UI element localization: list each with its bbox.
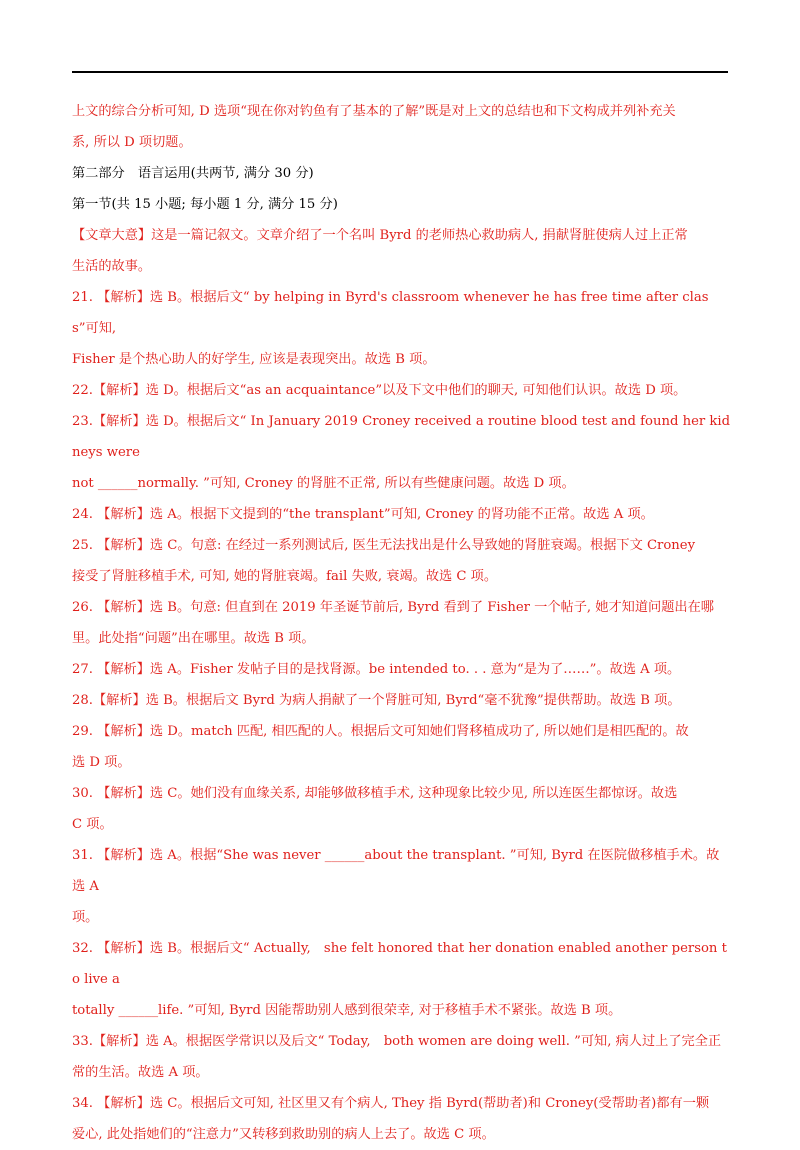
answer-32: totally ______life. ”可知, Byrd 因能帮助别人感到很荣幸, 对于移植手术不紧张。故选 B 项。 [72,1003,622,1018]
intro-line: 上文的综合分析可知, D 选项“现在你对钓鱼有了基本的了解”既是对上文的总结也和下文构成并列补充关 [72,104,676,119]
intro-line: 系, 所以 D 项切题。 [72,135,192,150]
answer-30: 30. 【解析】选 C。她们没有血缘关系, 却能够做移植手术, 这种现象比较少见, 所以连医生都惊讶。故选 [72,786,678,801]
document-body [72,96,732,1150]
answer-30: C 项。 [72,817,113,832]
answer-21: 21. 【解析】选 B。根据后文“ by helping in Byrd's classroom whenever he has free time after class”可知, [72,290,709,336]
answer-34: 爱心, 此处指她们的“注意力”又转移到救助别的病人上去了。故选 C 项。 [72,1127,495,1142]
answer-23: not ______normally. ”可知, Croney 的肾脏不正常, 所以有些健康问题。故选 D 项。 [72,476,575,491]
answer-33: 常的生活。故选 A 项。 [72,1065,209,1080]
section-heading: 第一节(共 15 小题; 每小题 1 分, 满分 15 分) [72,197,338,212]
summary-line: 生活的故事。 [72,259,152,274]
header-rule [72,71,728,73]
answer-31: 项。 [72,910,99,925]
answer-24: 24. 【解析】选 A。根据下文提到的“the transplant”可知, Croney 的肾功能不正常。故选 A 项。 [72,507,654,522]
answer-25: 接受了肾脏移植手术, 可知, 她的肾脏衰竭。fail 失败, 衰竭。故选 C 项。 [72,569,498,584]
answer-25: 25. 【解析】选 C。句意: 在经过一系列测试后, 医生无法找出是什么导致她的肾脏衰竭。根据下文 Croney [72,538,696,553]
answer-31: 31. 【解析】选 A。根据“She was never ______about the transplant. ”可知, Byrd 在医院做移植手术。故选 A [72,848,720,894]
answer-26: 里。此处指“问题”出在哪里。故选 B 项。 [72,631,315,646]
answer-26: 26. 【解析】选 B。句意: 但直到在 2019 年圣诞节前后, Byrd 看到了 Fisher 一个帖子, 她才知道问题出在哪 [72,600,714,615]
answer-29: 29. 【解析】选 D。match 匹配, 相匹配的人。根据后文可知她们肾移植成功了, 所以她们是相匹配的。故 [72,724,689,739]
answer-29: 选 D 项。 [72,755,131,770]
summary-line: 【文章大意】这是一篇记叙文。文章介绍了一个名叫 Byrd 的老师热心救助病人, 捐献肾脏使病人过上正常 [72,228,688,243]
answer-32: 32. 【解析】选 B。根据后文“ Actually, she felt honored that her donation enabled another person to live a [72,941,727,987]
answer-22: 22.【解析】选 D。根据后文“as an acquaintance”以及下文中他们的聊天, 可知他们认识。故选 D 项。 [72,383,687,398]
part-heading: 第二部分 语言运用(共两节, 满分 30 分) [72,166,314,181]
answer-27: 27. 【解析】选 A。Fisher 发帖子目的是找肾源。be intended to. . . 意为“是为了……”。故选 A 项。 [72,662,681,677]
answer-28: 28.【解析】选 B。根据后文 Byrd 为病人捐献了一个肾脏可知, Byrd“毫不犹豫”提供帮助。故选 B 项。 [72,693,681,708]
answer-21: Fisher 是个热心助人的好学生, 应该是表现突出。故选 B 项。 [72,352,436,367]
answer-34: 34. 【解析】选 C。根据后文可知, 社区里又有个病人, They 指 Byrd(帮助者)和 Croney(受帮助者)都有一颗 [72,1096,710,1111]
answer-33: 33.【解析】选 A。根据医学常识以及后文“ Today, both women are doing well. ”可知, 病人过上了完全正 [72,1034,722,1049]
answer-23: 23.【解析】选 D。根据后文“ In January 2019 Croney received a routine blood test and found her kidneys were [72,414,731,460]
